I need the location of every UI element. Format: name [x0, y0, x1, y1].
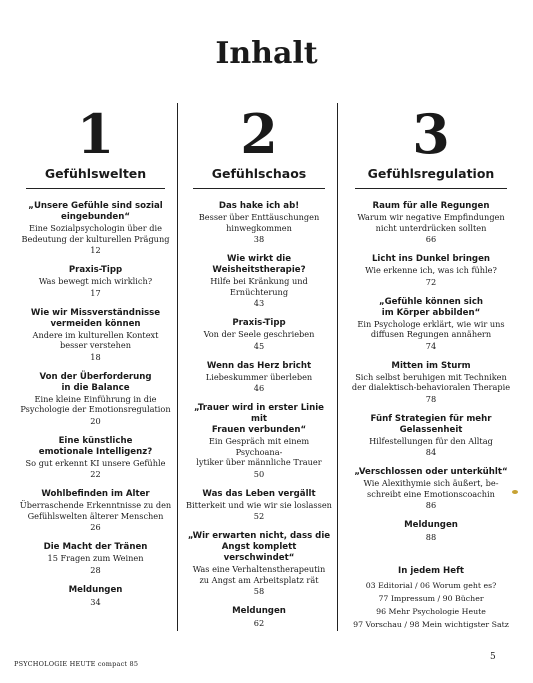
entry-page-number: 17 [90, 287, 101, 298]
entry-subtitle [347, 478, 515, 499]
entry-subtitle [18, 553, 173, 564]
entry-page-number: 66 [425, 234, 437, 244]
entry-page-number: 84 [425, 447, 437, 457]
entry-title-line: Wohlbefinden im Alter [41, 489, 150, 499]
toc-entry [181, 361, 337, 395]
entry-subtitle-line: Eine Sozialpsychologin über die [28, 223, 162, 233]
entry-title [185, 201, 333, 212]
entry-subtitle [347, 212, 515, 233]
entry-subtitle [347, 319, 515, 340]
toc-entry [343, 254, 519, 288]
entry-page-number: 45 [253, 340, 265, 351]
entry-title [18, 585, 173, 596]
entry-title-line: Wie wirkt die Weisheitstherapie? [212, 254, 306, 275]
entry-page-number: 18 [90, 351, 101, 362]
entry-title [185, 606, 333, 617]
toc-entry [343, 520, 519, 543]
entry-page-number: 58 [253, 586, 265, 596]
entry-title-line: Wenn das Herz bricht [206, 360, 312, 371]
toc-entry [181, 201, 337, 245]
toc-entry [181, 489, 337, 523]
entry-subtitle [185, 372, 333, 383]
entry-subtitle-line: Wie erkenne ich, was ich fühle? [365, 265, 497, 275]
entry-title [18, 372, 173, 394]
entry-title [347, 467, 515, 478]
entry-title-line: Gelassenheit [399, 424, 463, 435]
section-column-2 [181, 103, 338, 631]
toc-entry [343, 201, 519, 245]
entry-page-number: 78 [425, 393, 437, 404]
entry-title-line: Das hake ich ab! [218, 201, 300, 211]
entry-subtitle [185, 329, 333, 340]
entry-page-number: 43 [253, 298, 265, 308]
entry-title-line: emotionale Intelligenz? [38, 446, 153, 457]
toc-entry [343, 361, 519, 405]
entry-title-line: Was das Leben vergällt [202, 488, 316, 499]
entry-subtitle-line: Eine kleine Einführung in die [34, 393, 157, 404]
entry-page-number: 46 [253, 383, 265, 393]
entry-page-number: 88 [425, 532, 437, 542]
entry-title-line: Die Macht der Tränen [43, 542, 148, 552]
entry-page-number: 72 [425, 276, 437, 287]
entry-subtitle-line: der dialektisch-behavioralen Therapie [351, 382, 511, 392]
section-number: 3 [412, 102, 450, 166]
entry-subtitle-line: Überraschende Erkenntnisse zu den [19, 500, 172, 510]
entry-subtitle-line: Sich selbst beruhigen mit Techniken [355, 371, 507, 382]
toc-entry [14, 542, 177, 576]
entry-subtitle-line: 15 Fragen zum Weinen [47, 553, 144, 563]
entry-title-line: „Unsere Gefühle sind sozial [28, 201, 163, 211]
entry-subtitle-line: Ein Psychologe erklärt, wie wir uns [357, 318, 505, 329]
in-jedem-heft-line: 96 Mehr Psychologie Heute [376, 607, 486, 616]
section-heading: Gefühlsregulation [355, 166, 507, 189]
entry-title-line: in die Balance [61, 382, 130, 393]
entry-page-number: 74 [425, 340, 437, 351]
entry-subtitle-line: Gefühlswelten älterer Menschen [27, 510, 164, 521]
entry-title-line: Praxis-Tipp [68, 265, 123, 275]
section-heading: Gefühlswelten [26, 166, 165, 189]
section-number: 1 [76, 102, 115, 166]
entry-title-line: Fünf Strategien für mehr [370, 413, 492, 424]
entry-subtitle-line: besser verstehen [60, 340, 131, 350]
entry-title [347, 520, 515, 531]
entry-title [18, 489, 173, 500]
in-jedem-heft-lines [343, 579, 519, 631]
toc-entry [343, 414, 519, 459]
section-column-3 [343, 103, 519, 631]
in-jedem-heft-line: 97 Vorschau / 98 Mein wichtigster Satz [353, 620, 509, 629]
entry-subtitle [185, 500, 333, 511]
entry-subtitle-line: lytiker über männliche Trauer [196, 457, 322, 467]
entry-list [181, 201, 337, 629]
page-number: 5 [490, 652, 496, 662]
entry-title [347, 254, 515, 265]
entry-subtitle [185, 564, 333, 585]
entry-title-line: Meldungen [404, 520, 458, 530]
entry-title-line: Licht ins Dunkel bringen [371, 254, 491, 264]
entry-title [347, 297, 515, 319]
entry-subtitle-line: diffusen Regungen annähern [370, 329, 492, 339]
entry-title [185, 254, 333, 276]
entry-title [18, 265, 173, 276]
entry-subtitle [18, 276, 173, 287]
toc-entry [14, 585, 177, 608]
toc-entry [343, 467, 519, 511]
entry-title-line: Mitten im Sturm [391, 360, 471, 371]
entry-subtitle [18, 223, 173, 244]
entry-title-line: „Verschlossen oder unterkühlt“ [354, 467, 508, 477]
entry-subtitle-line: Was eine Verhaltenstherapeutin [192, 564, 326, 574]
entry-title-line: Meldungen [232, 606, 286, 616]
in-jedem-heft-box [343, 565, 519, 631]
entry-subtitle [18, 458, 173, 469]
toc-entry [181, 403, 337, 480]
entry-page-number: 86 [425, 500, 437, 510]
entry-title [347, 361, 515, 372]
section-heading: Gefühlschaos [193, 166, 325, 189]
entry-subtitle-line: Warum wir negative Empfindungen [357, 212, 505, 222]
toc-entry [343, 297, 519, 352]
toc-entry [14, 489, 177, 533]
entry-title-line: Raum für alle Regungen [372, 201, 490, 211]
entry-subtitle-line: Liebeskummer überleben [205, 371, 313, 382]
entry-subtitle [18, 394, 173, 415]
entry-page-number: 50 [253, 468, 265, 479]
entry-title [185, 318, 333, 329]
entry-title-line: Eine künstliche [58, 435, 133, 446]
page-title: Inhalt [215, 36, 318, 71]
entry-title-line: Frauen verbunden“ [211, 425, 307, 435]
entry-subtitle-line: Hilfe bei Kränkung und [210, 276, 308, 286]
entry-page-number: 62 [253, 618, 265, 628]
toc-entry [14, 372, 177, 427]
in-jedem-heft-line: 03 Editorial / 06 Worum geht es? [365, 581, 497, 590]
entry-title [185, 531, 333, 564]
entry-title-line: im Körper abbilden“ [381, 307, 481, 318]
toc-entry [181, 318, 337, 352]
bee-icon [512, 490, 518, 494]
entry-title-line: Von der Überforderung [39, 371, 152, 382]
entry-subtitle-line: Was bewegt mich wirklich? [38, 276, 153, 286]
entry-subtitle-line: Bedeutung der kulturellen Prägung [21, 233, 170, 244]
toc-entry [14, 201, 177, 256]
entry-title-line: Angst komplett verschwindet“ [221, 542, 297, 563]
entry-page-number: 12 [90, 245, 101, 255]
toc-entry [14, 265, 177, 299]
entry-subtitle [347, 265, 515, 276]
toc-entry [14, 436, 177, 481]
entry-title-line: „Gefühle können sich [378, 296, 484, 307]
entry-subtitle [347, 372, 515, 393]
entry-list [14, 201, 177, 608]
entry-page-number: 26 [90, 522, 101, 532]
toc-entry [14, 308, 177, 363]
entry-subtitle [185, 436, 333, 468]
entry-title-line: Praxis-Tipp [232, 318, 286, 328]
section-number: 2 [240, 102, 278, 166]
entry-page-number: 52 [253, 511, 265, 521]
entry-page-number: 22 [90, 469, 101, 479]
entry-title [347, 414, 515, 436]
entry-subtitle-line: Ernüchterung [229, 286, 289, 297]
entry-subtitle-line: Andere im kulturellen Kontext [32, 329, 159, 340]
toc-entry [181, 531, 337, 597]
toc-entry [181, 254, 337, 309]
section-column-1 [14, 103, 178, 631]
entry-title-line: Meldungen [68, 584, 123, 595]
entry-title [18, 436, 173, 458]
entry-title [185, 489, 333, 500]
entry-subtitle-line: nicht unterdrücken sollten [375, 222, 487, 233]
entry-title-line: eingebunden“ [60, 212, 130, 222]
entry-page-number: 38 [253, 234, 265, 244]
entry-subtitle-line: zu Angst am Arbeitsplatz rät [199, 574, 319, 585]
entry-title-line: Wie wir Missverständnisse [30, 307, 161, 318]
entry-page-number: 20 [90, 415, 101, 426]
entry-title-line: „Trauer wird in erster Linie mit [193, 403, 325, 424]
entry-title-line: „Wir erwarten nicht, dass die [187, 531, 331, 541]
footer-publication: PSYCHOLOGIE HEUTE compact 85 [14, 660, 139, 668]
entry-subtitle [18, 500, 173, 521]
in-jedem-heft-line: 77 Impressum / 90 Bücher [378, 594, 484, 603]
entry-title [347, 201, 515, 212]
entry-subtitle-line: Psychologie der Emotionsregulation [20, 404, 171, 414]
entry-title [18, 201, 173, 223]
entry-subtitle-line: So gut erkennt KI unsere Gefühle [25, 457, 166, 468]
entry-subtitle [185, 212, 333, 233]
entry-subtitle-line: Wie Alexithymie sich äußert, be- [363, 478, 499, 488]
entry-subtitle-line: Bitterkeit und wie wir sie loslassen [186, 499, 332, 510]
entry-subtitle [347, 436, 515, 447]
in-jedem-heft-title: In jedem Heft [398, 566, 464, 576]
entry-subtitle-line: Hilfestellungen für den Alltag [369, 435, 493, 446]
entry-title [185, 361, 333, 372]
entry-subtitle [185, 276, 333, 297]
entry-subtitle [18, 330, 173, 351]
entry-subtitle-line: Ein Gespräch mit einem Psychoana- [208, 436, 310, 457]
entry-subtitle-line: Besser über Enttäuschungen [198, 212, 320, 222]
toc-entry [181, 606, 337, 629]
entry-page-number: 34 [90, 596, 101, 607]
entry-subtitle-line: schreibt eine Emotionscoachin [367, 488, 495, 499]
entry-title [185, 403, 333, 436]
entry-title [18, 542, 173, 553]
entry-list [343, 201, 519, 543]
entry-subtitle-line: hinwegkommen [226, 222, 292, 233]
entry-subtitle-line: Von der Seele geschrieben [203, 329, 315, 339]
entry-page-number: 28 [90, 564, 101, 575]
entry-title [18, 308, 173, 330]
entry-title-line: vermeiden können [50, 318, 141, 329]
